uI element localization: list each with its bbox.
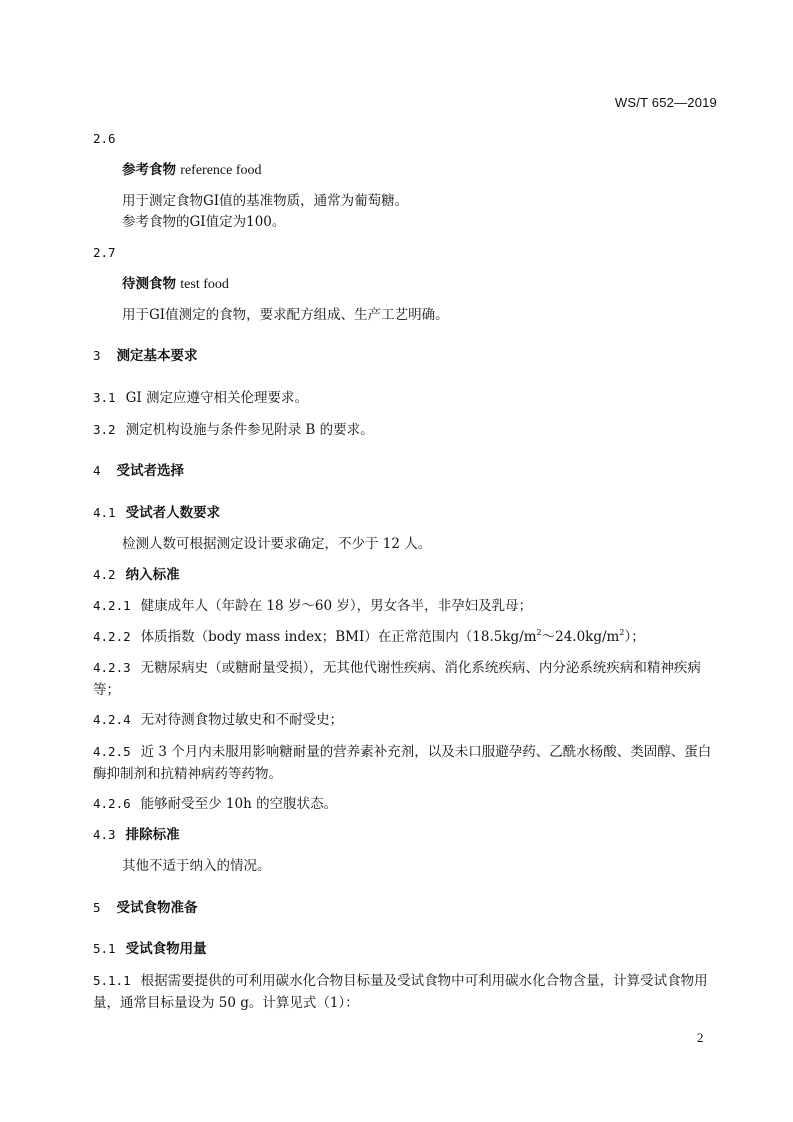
chapter-number: 5 (93, 900, 101, 915)
term-english: test food (180, 277, 229, 292)
clause-4-2-4 (93, 710, 343, 730)
section-title: 排除标准 (125, 827, 180, 843)
clause-text: ）； (624, 629, 645, 645)
term-chinese: 待测食物 (122, 276, 176, 292)
paragraph: 其他不适于纳入的情况。 (122, 858, 271, 874)
term-2-6 (122, 160, 262, 181)
clause-number: 4.2.3 (93, 660, 131, 675)
clause-2-7 (93, 243, 116, 263)
clause-text: 近 3 个月内未服用影响糖耐量的营养素补充剂，以及未口服避孕药、乙酰水杨酸、类固醇、蛋白酶抑制剂和抗精神病药等药物。 (93, 744, 712, 782)
clause-4-2-2 (93, 627, 645, 647)
superscript: 2 (536, 628, 542, 637)
section-number: 4.1 (93, 505, 116, 520)
superscript: 2 (619, 628, 625, 637)
clause-number: 4.2.6 (93, 796, 131, 811)
clause-text: 测定机构设施与条件参见附录 B 的要求。 (125, 422, 374, 438)
document-code: WS/T 652—2019 (614, 95, 717, 110)
clause-3-1 (93, 388, 308, 408)
chapter-number: 3 (93, 348, 101, 363)
chapter-title: 受试者选择 (116, 463, 185, 479)
section-title: 受试食物用量 (125, 941, 207, 957)
term-chinese: 参考食物 (122, 162, 176, 178)
clause-text: GI 测定应遵守相关伦理要求。 (125, 390, 308, 406)
chapter-4-heading (93, 461, 184, 481)
chapter-3-heading (93, 346, 198, 366)
clause-number: 2.7 (93, 245, 116, 260)
clause-number: 3.1 (93, 390, 116, 405)
term-2-7 (122, 274, 229, 295)
clause-text: 根据需要提供的可利用碳水化合物目标量及受试食物中可利用碳水化合物含量，计算受试食物用量，通常目标量设为 50 g。计算见式（1）： (93, 973, 708, 1011)
clause-text: 无对待测食物过敏史和不耐受史； (140, 712, 344, 728)
clause-2-6 (93, 129, 116, 149)
section-number: 4.2 (93, 567, 116, 582)
clause-4-2-3 (93, 657, 718, 701)
clause-text: ～24.0kg/m (541, 629, 620, 645)
chapter-title: 测定基本要求 (116, 348, 198, 364)
section-4-3-heading (93, 825, 180, 845)
chapter-number: 4 (93, 463, 101, 478)
definition-line: 参考食物的GI值定为100。 (122, 214, 286, 230)
clause-text: 健康成年人（年龄在 18 岁～60 岁），男女各半，非孕妇及乳母； (140, 598, 533, 614)
definition-line: 用于测定食物GI值的基准物质，通常为葡萄糖。 (122, 193, 409, 209)
clause-number: 4.2.5 (93, 744, 131, 759)
term-english: reference food (180, 163, 262, 178)
clause-text: 无糖尿病史（或糖耐量受损），无其他代谢性疾病、消化系统疾病、内分泌系统疾病和精神疾病等； (93, 660, 701, 698)
clause-number: 5.1.1 (93, 973, 131, 988)
clause-number: 4.2.2 (93, 629, 131, 644)
section-number: 4.3 (93, 827, 116, 842)
page-number: 2 (697, 1030, 704, 1045)
clause-4-2-6 (93, 794, 337, 814)
chapter-5-heading (93, 898, 198, 918)
chapter-title: 受试食物准备 (116, 900, 198, 916)
clause-number: 3.2 (93, 422, 116, 437)
clause-number: 4.2.4 (93, 712, 131, 727)
clause-text: 体质指数（body mass index；BMI）在正常范围内（18.5kg/m (140, 629, 537, 645)
paragraph: 检测人数可根据测定设计要求确定，不少于 12 人。 (122, 536, 432, 552)
clause-text: 能够耐受至少 10h 的空腹状态。 (140, 796, 338, 812)
section-title: 纳入标准 (125, 567, 180, 583)
definition-line: 用于GI值测定的食物，要求配方组成、生产工艺明确。 (122, 307, 449, 323)
section-4-2-heading (93, 565, 180, 585)
clause-number: 2.6 (93, 131, 116, 146)
section-number: 5.1 (93, 941, 116, 956)
section-title: 受试者人数要求 (125, 505, 221, 521)
clause-5-1-1 (93, 970, 718, 1014)
clause-3-2 (93, 420, 374, 440)
section-5-1-heading (93, 939, 207, 959)
clause-4-2-5 (93, 741, 718, 785)
clause-4-2-1 (93, 596, 532, 616)
section-4-1-heading (93, 503, 220, 523)
clause-number: 4.2.1 (93, 598, 131, 613)
